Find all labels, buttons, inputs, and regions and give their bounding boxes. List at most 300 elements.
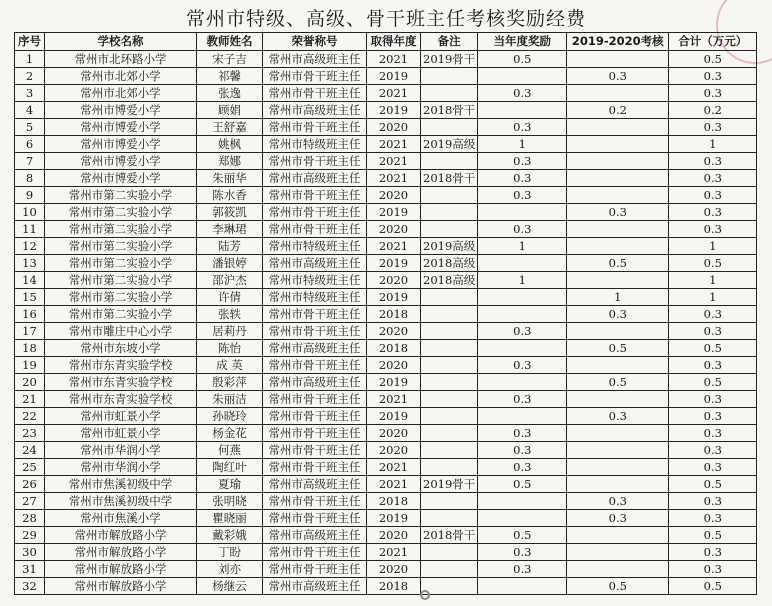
cell-total: 1 bbox=[669, 136, 757, 153]
table-row bbox=[15, 221, 757, 238]
cell-assessment: 0.3 bbox=[567, 68, 669, 85]
cell-year: 2020 bbox=[367, 272, 421, 289]
cell-current-reward: 0.3 bbox=[478, 357, 567, 374]
cell-no: 6 bbox=[15, 136, 45, 153]
cell-year: 2021 bbox=[367, 238, 421, 255]
cell-honor: 常州市骨干班主任 bbox=[263, 204, 367, 221]
cell-school: 常州市解放路小学 bbox=[45, 544, 197, 561]
table-row bbox=[15, 493, 757, 510]
cell-honor: 常州市骨干班主任 bbox=[263, 408, 367, 425]
cell-note: 2019骨干 bbox=[421, 51, 478, 68]
header-current-reward: 当年度奖励 bbox=[478, 33, 567, 51]
cell-note bbox=[421, 306, 478, 323]
header-total: 合计（万元） bbox=[669, 33, 757, 51]
cell-year: 2020 bbox=[367, 357, 421, 374]
cell-total: 0.3 bbox=[669, 187, 757, 204]
cell-year: 2021 bbox=[367, 544, 421, 561]
cell-assessment bbox=[567, 391, 669, 408]
cell-year: 2020 bbox=[367, 187, 421, 204]
cell-school: 常州市第二实验小学 bbox=[45, 204, 197, 221]
cell-teacher: 陶红叶 bbox=[197, 459, 263, 476]
cell-total: 0.3 bbox=[669, 119, 757, 136]
table-row bbox=[15, 119, 757, 136]
cell-assessment bbox=[567, 442, 669, 459]
table-row bbox=[15, 578, 757, 595]
cell-honor: 常州市骨干班主任 bbox=[263, 544, 367, 561]
cell-note: 2018高级 bbox=[421, 255, 478, 272]
cell-note: 2018骨干 bbox=[421, 102, 478, 119]
cell-teacher: 刘亦 bbox=[197, 561, 263, 578]
cell-current-reward bbox=[478, 510, 567, 527]
cell-total: 0.5 bbox=[669, 340, 757, 357]
cell-honor: 常州市高级班主任 bbox=[263, 340, 367, 357]
cell-assessment: 0.5 bbox=[567, 374, 669, 391]
cell-current-reward: 0.3 bbox=[478, 85, 567, 102]
cell-honor: 常州市骨干班主任 bbox=[263, 391, 367, 408]
cell-total: 0.3 bbox=[669, 425, 757, 442]
cell-no: 4 bbox=[15, 102, 45, 119]
cell-teacher: 张轶 bbox=[197, 306, 263, 323]
cell-no: 22 bbox=[15, 408, 45, 425]
cell-school: 常州市解放路小学 bbox=[45, 561, 197, 578]
table-body bbox=[15, 51, 757, 595]
cell-year: 2021 bbox=[367, 476, 421, 493]
cell-no: 11 bbox=[15, 221, 45, 238]
cell-no: 2 bbox=[15, 68, 45, 85]
cell-total: 0.3 bbox=[669, 68, 757, 85]
header-no: 序号 bbox=[15, 33, 45, 51]
cell-assessment: 0.5 bbox=[567, 578, 669, 595]
cell-teacher: 宋子吉 bbox=[197, 51, 263, 68]
cell-total: 0.5 bbox=[669, 476, 757, 493]
cell-year: 2019 bbox=[367, 204, 421, 221]
cell-honor: 常州市特级班主任 bbox=[263, 238, 367, 255]
cell-total: 0.3 bbox=[669, 408, 757, 425]
table-row bbox=[15, 357, 757, 374]
cell-school: 常州市博爱小学 bbox=[45, 119, 197, 136]
cell-total: 0.3 bbox=[669, 170, 757, 187]
cell-teacher: 戴彩娥 bbox=[197, 527, 263, 544]
table-row bbox=[15, 476, 757, 493]
header-note: 备注 bbox=[421, 33, 478, 51]
cell-assessment bbox=[567, 459, 669, 476]
cell-honor: 常州市骨干班主任 bbox=[263, 153, 367, 170]
cell-total: 0.5 bbox=[669, 374, 757, 391]
table-row bbox=[15, 306, 757, 323]
cell-teacher: 潘银婷 bbox=[197, 255, 263, 272]
cell-honor: 常州市骨干班主任 bbox=[263, 306, 367, 323]
cell-total: 0.3 bbox=[669, 323, 757, 340]
table-row bbox=[15, 510, 757, 527]
table-row bbox=[15, 272, 757, 289]
cell-school: 常州市第二实验小学 bbox=[45, 272, 197, 289]
cell-assessment: 0.3 bbox=[567, 306, 669, 323]
cell-no: 7 bbox=[15, 153, 45, 170]
cell-year: 2019 bbox=[367, 68, 421, 85]
cell-honor: 常州市高级班主任 bbox=[263, 578, 367, 595]
cell-current-reward bbox=[478, 68, 567, 85]
cell-year: 2018 bbox=[367, 340, 421, 357]
cell-current-reward: 0.3 bbox=[478, 391, 567, 408]
cell-note bbox=[421, 340, 478, 357]
cell-school: 常州市雕庄中心小学 bbox=[45, 323, 197, 340]
cell-note bbox=[421, 68, 478, 85]
cell-no: 23 bbox=[15, 425, 45, 442]
cell-year: 2021 bbox=[367, 153, 421, 170]
header-teacher: 教师姓名 bbox=[197, 33, 263, 51]
cell-assessment: 0.5 bbox=[567, 340, 669, 357]
cell-no: 21 bbox=[15, 391, 45, 408]
cell-honor: 常州市骨干班主任 bbox=[263, 493, 367, 510]
cell-year: 2021 bbox=[367, 51, 421, 68]
cell-school: 常州市虹景小学 bbox=[45, 425, 197, 442]
cell-teacher: 殷彩萍 bbox=[197, 374, 263, 391]
cell-year: 2021 bbox=[367, 170, 421, 187]
cell-no: 8 bbox=[15, 170, 45, 187]
cell-teacher: 何燕 bbox=[197, 442, 263, 459]
cell-assessment bbox=[567, 119, 669, 136]
cell-year: 2019 bbox=[367, 255, 421, 272]
page-title: 常州市特级、高级、骨干班主任考核奖励经费 bbox=[185, 8, 586, 30]
cell-teacher: 杨金花 bbox=[197, 425, 263, 442]
cell-note bbox=[421, 357, 478, 374]
table-row bbox=[15, 289, 757, 306]
cell-year: 2019 bbox=[367, 408, 421, 425]
cell-teacher: 王舒嘉 bbox=[197, 119, 263, 136]
cell-note: 2019骨干 bbox=[421, 476, 478, 493]
cell-assessment bbox=[567, 561, 669, 578]
cell-assessment: 0.3 bbox=[567, 510, 669, 527]
cell-year: 2020 bbox=[367, 119, 421, 136]
cell-year: 2020 bbox=[367, 561, 421, 578]
cell-teacher: 郭筱凯 bbox=[197, 204, 263, 221]
cell-teacher: 丁盼 bbox=[197, 544, 263, 561]
cell-no: 3 bbox=[15, 85, 45, 102]
cell-total: 0.3 bbox=[669, 306, 757, 323]
cell-school: 常州市东青实验学校 bbox=[45, 357, 197, 374]
cell-year: 2021 bbox=[367, 136, 421, 153]
cell-honor: 常州市骨干班主任 bbox=[263, 459, 367, 476]
cell-assessment: 0.2 bbox=[567, 102, 669, 119]
cell-current-reward: 0.3 bbox=[478, 187, 567, 204]
cell-no: 16 bbox=[15, 306, 45, 323]
cell-honor: 常州市骨干班主任 bbox=[263, 187, 367, 204]
cell-honor: 常州市骨干班主任 bbox=[263, 119, 367, 136]
cell-school: 常州市北环路小学 bbox=[45, 51, 197, 68]
header-honor: 荣誉称号 bbox=[263, 33, 367, 51]
cell-note bbox=[421, 544, 478, 561]
cell-honor: 常州市骨干班主任 bbox=[263, 442, 367, 459]
cell-no: 31 bbox=[15, 561, 45, 578]
cell-year: 2020 bbox=[367, 221, 421, 238]
cell-honor: 常州市高级班主任 bbox=[263, 170, 367, 187]
cell-school: 常州市第二实验小学 bbox=[45, 238, 197, 255]
cell-assessment: 0.3 bbox=[567, 408, 669, 425]
cell-current-reward: 0.5 bbox=[478, 51, 567, 68]
cell-year: 2020 bbox=[367, 442, 421, 459]
cell-year: 2018 bbox=[367, 493, 421, 510]
cell-no: 27 bbox=[15, 493, 45, 510]
cell-current-reward bbox=[478, 578, 567, 595]
cell-current-reward: 0.3 bbox=[478, 561, 567, 578]
table-row bbox=[15, 170, 757, 187]
cell-total: 0.5 bbox=[669, 255, 757, 272]
cell-note bbox=[421, 119, 478, 136]
cell-school: 常州市博爱小学 bbox=[45, 153, 197, 170]
cell-teacher: 杨继云 bbox=[197, 578, 263, 595]
cell-total: 0.3 bbox=[669, 357, 757, 374]
cell-note bbox=[421, 459, 478, 476]
cell-honor: 常州市骨干班主任 bbox=[263, 561, 367, 578]
cell-honor: 常州市特级班主任 bbox=[263, 136, 367, 153]
cell-current-reward: 0.3 bbox=[478, 323, 567, 340]
table-row bbox=[15, 136, 757, 153]
table-row bbox=[15, 408, 757, 425]
cell-teacher: 朱丽华 bbox=[197, 170, 263, 187]
cell-current-reward: 0.3 bbox=[478, 442, 567, 459]
cell-total: 0.3 bbox=[669, 459, 757, 476]
cell-total: 1 bbox=[669, 289, 757, 306]
cell-no: 20 bbox=[15, 374, 45, 391]
cell-honor: 常州市高级班主任 bbox=[263, 51, 367, 68]
cell-year: 2021 bbox=[367, 459, 421, 476]
cell-school: 常州市东青实验学校 bbox=[45, 374, 197, 391]
cell-total: 0.3 bbox=[669, 221, 757, 238]
cell-year: 2019 bbox=[367, 289, 421, 306]
cell-no: 10 bbox=[15, 204, 45, 221]
table-row bbox=[15, 391, 757, 408]
table-row bbox=[15, 340, 757, 357]
cell-school: 常州市第二实验小学 bbox=[45, 187, 197, 204]
cell-current-reward: 1 bbox=[478, 272, 567, 289]
cell-note bbox=[421, 374, 478, 391]
cell-honor: 常州市骨干班主任 bbox=[263, 357, 367, 374]
cell-assessment bbox=[567, 221, 669, 238]
cell-current-reward: 1 bbox=[478, 238, 567, 255]
cell-no: 26 bbox=[15, 476, 45, 493]
cell-honor: 常州市骨干班主任 bbox=[263, 510, 367, 527]
cell-note: 2018骨干 bbox=[421, 170, 478, 187]
cell-no: 17 bbox=[15, 323, 45, 340]
cell-honor: 常州市骨干班主任 bbox=[263, 425, 367, 442]
cell-total: 0.3 bbox=[669, 561, 757, 578]
cell-current-reward bbox=[478, 340, 567, 357]
cell-no: 14 bbox=[15, 272, 45, 289]
cell-total: 1 bbox=[669, 238, 757, 255]
cell-honor: 常州市高级班主任 bbox=[263, 255, 367, 272]
cell-no: 12 bbox=[15, 238, 45, 255]
cell-school: 常州市焦溪小学 bbox=[45, 510, 197, 527]
cell-teacher: 祁馨 bbox=[197, 68, 263, 85]
cell-total: 0.5 bbox=[669, 527, 757, 544]
cell-honor: 常州市高级班主任 bbox=[263, 476, 367, 493]
cell-current-reward: 0.3 bbox=[478, 221, 567, 238]
cell-school: 常州市华润小学 bbox=[45, 459, 197, 476]
cell-no: 18 bbox=[15, 340, 45, 357]
cell-school: 常州市东坡小学 bbox=[45, 340, 197, 357]
cell-teacher: 孙晓玲 bbox=[197, 408, 263, 425]
table-row bbox=[15, 85, 757, 102]
cell-total: 0.5 bbox=[669, 51, 757, 68]
cell-school: 常州市虹景小学 bbox=[45, 408, 197, 425]
cell-total: 0.5 bbox=[669, 578, 757, 595]
cell-year: 2021 bbox=[367, 391, 421, 408]
cell-honor: 常州市高级班主任 bbox=[263, 102, 367, 119]
cell-teacher: 李琳珺 bbox=[197, 221, 263, 238]
cell-note bbox=[421, 221, 478, 238]
cell-teacher: 顾娟 bbox=[197, 102, 263, 119]
cell-total: 0.2 bbox=[669, 102, 757, 119]
cell-teacher: 姚枫 bbox=[197, 136, 263, 153]
table-row bbox=[15, 544, 757, 561]
cell-school: 常州市博爱小学 bbox=[45, 136, 197, 153]
cell-school: 常州市华润小学 bbox=[45, 442, 197, 459]
cell-note bbox=[421, 323, 478, 340]
cell-no: 9 bbox=[15, 187, 45, 204]
table-row bbox=[15, 153, 757, 170]
cell-year: 2020 bbox=[367, 527, 421, 544]
table-row bbox=[15, 255, 757, 272]
cell-school: 常州市第二实验小学 bbox=[45, 255, 197, 272]
cell-school: 常州市解放路小学 bbox=[45, 527, 197, 544]
table-row bbox=[15, 459, 757, 476]
cell-total: 0.3 bbox=[669, 442, 757, 459]
cell-school: 常州市北郊小学 bbox=[45, 68, 197, 85]
cell-note bbox=[421, 510, 478, 527]
cell-note: 2019高级 bbox=[421, 136, 478, 153]
cell-note bbox=[421, 391, 478, 408]
cell-assessment: 0.3 bbox=[567, 493, 669, 510]
cell-note bbox=[421, 289, 478, 306]
table-row bbox=[15, 561, 757, 578]
cell-school: 常州市博爱小学 bbox=[45, 102, 197, 119]
cell-honor: 常州市骨干班主任 bbox=[263, 323, 367, 340]
table-row bbox=[15, 204, 757, 221]
cell-school: 常州市解放路小学 bbox=[45, 578, 197, 595]
cell-honor: 常州市骨干班主任 bbox=[263, 221, 367, 238]
cell-assessment bbox=[567, 527, 669, 544]
table-header-row bbox=[15, 33, 757, 51]
cell-note bbox=[421, 442, 478, 459]
table-row bbox=[15, 238, 757, 255]
cell-teacher: 居莉丹 bbox=[197, 323, 263, 340]
cell-school: 常州市第二实验小学 bbox=[45, 306, 197, 323]
cell-current-reward bbox=[478, 408, 567, 425]
cell-assessment bbox=[567, 238, 669, 255]
cell-note bbox=[421, 561, 478, 578]
cell-assessment bbox=[567, 357, 669, 374]
cell-current-reward: 0.5 bbox=[478, 527, 567, 544]
cell-current-reward: 0.5 bbox=[478, 476, 567, 493]
cell-teacher: 邵沪杰 bbox=[197, 272, 263, 289]
cell-assessment bbox=[567, 544, 669, 561]
cell-year: 2020 bbox=[367, 425, 421, 442]
cell-note bbox=[421, 85, 478, 102]
table-row bbox=[15, 68, 757, 85]
reward-table bbox=[14, 32, 757, 595]
cell-current-reward: 0.3 bbox=[478, 459, 567, 476]
cell-honor: 常州市骨干班主任 bbox=[263, 85, 367, 102]
table-row bbox=[15, 323, 757, 340]
cell-year: 2019 bbox=[367, 510, 421, 527]
cell-no: 32 bbox=[15, 578, 45, 595]
cell-assessment bbox=[567, 51, 669, 68]
cell-current-reward: 0.3 bbox=[478, 119, 567, 136]
cell-teacher: 陈怡 bbox=[197, 340, 263, 357]
cell-school: 常州市博爱小学 bbox=[45, 170, 197, 187]
cell-no: 5 bbox=[15, 119, 45, 136]
cell-no: 24 bbox=[15, 442, 45, 459]
cell-current-reward: 0.3 bbox=[478, 170, 567, 187]
cell-assessment bbox=[567, 476, 669, 493]
cell-current-reward bbox=[478, 204, 567, 221]
cell-current-reward: 0.3 bbox=[478, 544, 567, 561]
cell-note: 2019高级 bbox=[421, 238, 478, 255]
cell-assessment bbox=[567, 170, 669, 187]
cell-teacher: 陈水香 bbox=[197, 187, 263, 204]
cell-teacher: 张逸 bbox=[197, 85, 263, 102]
cell-assessment: 0.3 bbox=[567, 204, 669, 221]
cell-current-reward bbox=[478, 255, 567, 272]
cell-assessment: 0.5 bbox=[567, 255, 669, 272]
cell-school: 常州市东青实验学校 bbox=[45, 391, 197, 408]
cell-assessment bbox=[567, 323, 669, 340]
cell-note bbox=[421, 408, 478, 425]
cell-no: 30 bbox=[15, 544, 45, 561]
header-school: 学校名称 bbox=[45, 33, 197, 51]
cell-teacher: 成 英 bbox=[197, 357, 263, 374]
cell-note bbox=[421, 493, 478, 510]
cell-honor: 常州市骨干班主任 bbox=[263, 68, 367, 85]
header-assessment: 2019-2020考核 bbox=[567, 33, 669, 51]
cell-no: 13 bbox=[15, 255, 45, 272]
cell-note bbox=[421, 187, 478, 204]
cell-total: 0.3 bbox=[669, 153, 757, 170]
cell-school: 常州市第二实验小学 bbox=[45, 289, 197, 306]
cell-current-reward: 0.3 bbox=[478, 153, 567, 170]
table-row bbox=[15, 425, 757, 442]
cell-school: 常州市焦溪初级中学 bbox=[45, 493, 197, 510]
cell-school: 常州市北郊小学 bbox=[45, 85, 197, 102]
cell-honor: 常州市高级班主任 bbox=[263, 374, 367, 391]
table-row bbox=[15, 527, 757, 544]
cell-total: 0.3 bbox=[669, 391, 757, 408]
cell-honor: 常州市高级班主任 bbox=[263, 527, 367, 544]
cell-teacher: 郑娜 bbox=[197, 153, 263, 170]
cell-assessment bbox=[567, 425, 669, 442]
cell-total: 1 bbox=[669, 272, 757, 289]
cell-current-reward bbox=[478, 493, 567, 510]
cell-teacher: 夏瑜 bbox=[197, 476, 263, 493]
table-row bbox=[15, 374, 757, 391]
table-row bbox=[15, 102, 757, 119]
cell-assessment: 1 bbox=[567, 289, 669, 306]
cell-no: 25 bbox=[15, 459, 45, 476]
table-row bbox=[15, 187, 757, 204]
cell-teacher: 许倩 bbox=[197, 289, 263, 306]
cell-assessment bbox=[567, 136, 669, 153]
cell-current-reward bbox=[478, 289, 567, 306]
cell-total: 0.3 bbox=[669, 510, 757, 527]
cell-no: 1 bbox=[15, 51, 45, 68]
cell-current-reward bbox=[478, 374, 567, 391]
cell-total: 0.3 bbox=[669, 204, 757, 221]
cell-total: 0.3 bbox=[669, 544, 757, 561]
header-year: 取得年度 bbox=[367, 33, 421, 51]
cell-year: 2020 bbox=[367, 323, 421, 340]
cell-no: 29 bbox=[15, 527, 45, 544]
cell-note: 2018高级 bbox=[421, 272, 478, 289]
